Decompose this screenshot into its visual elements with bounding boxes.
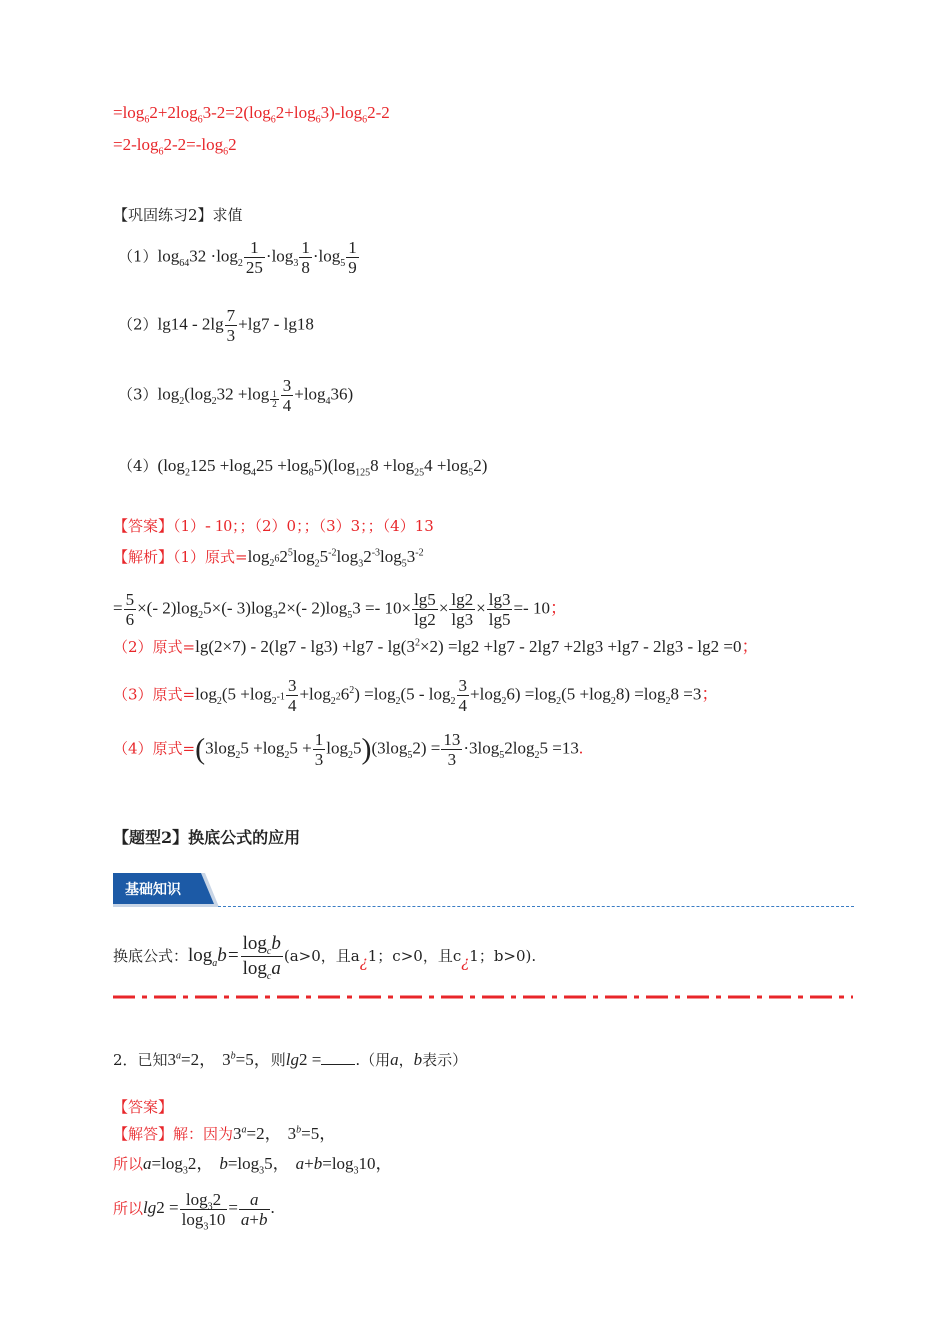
answer2-solution-line-1: 【解答】解：因为$3^a=2$， $3^b=5$， — [113, 1124, 337, 1143]
type2-heading: 【题型2】换底公式的应用 — [113, 828, 301, 847]
answer2-solution-line-2: 所以$a=\log_32$， $b=\log_35$， $a+b=\log_310$， — [113, 1154, 393, 1177]
exercise-item-3: $(3)\log_2(\log_232 +\log$ $\frac{1}{2}$ $\frac{3}{4}$ $+\log_436$) — [118, 376, 354, 415]
analysis-3: （3）原式$=\log_2(5 +\log_{2^{-1}}$ $\frac{3}{4}$ $+\log_{2^2}6^2) =\log_2(5 - \log_2$ $\frac{3}{4}$ $+\log_26) =\log_2(5 +\log_28) =\log_28 =3$； — [113, 676, 719, 715]
change-of-base-formula: 换底公式：$\log_ab=$ $\frac{\log_cb}{\log_ca}$ (a>0，且a¿1；c>0，且c¿1；b>0). — [113, 933, 537, 982]
analysis-4: （4）原式$=(3\log_25 +\log_25$ + $\frac{1}{3}$ $\log_25)(3\log_52)$ = $\frac{13}{3}$ $\cdot 3\log_52\log_25 =13$. — [113, 730, 584, 769]
exercise-item-1: $(1)\log_{64}32 \cdot\log_2$ $\frac{1}{25}$ $\cdot\log_3$ $\frac{1}{8}$ $\cdot\log_5$ $\frac{1}{9}$ — [118, 238, 357, 277]
banner-dashed-divider — [218, 906, 854, 907]
top-solution-line-1: $=\log_62+2\log_63-2=2(\log_62+\log_63)-\log_62-2$ — [113, 103, 390, 126]
top-solution-line-2: $=2-\log_62-2=-\log_62$ — [113, 135, 237, 158]
exercise-item-4: $(4)(\log_2125 +\log_425 +\log_85)(\log_{125}8 +\log_{25}4 +\log_52)$ — [118, 456, 488, 479]
answer-blank[interactable] — [321, 1050, 355, 1065]
analysis-1-line-1: 【解析】（1）原式$=\log_{2^6}2^5\log_25^{-2}\log_32^{-3}\log_53^{-2}$ — [113, 547, 424, 570]
answer-line: 【答案】（1）- 10；；（2）0；；（3）3；；（4）13 — [113, 516, 434, 535]
basic-knowledge-banner — [113, 873, 219, 907]
exercise-heading: 【巩固练习2】求值 — [113, 206, 243, 224]
answer2-label: 【答案】 — [113, 1098, 174, 1116]
analysis-2: （2）原式$=\lg(2\times 7) - 2(\lg 7 - \lg 3) +\lg 7 - \lg(3^2\times 2) =\lg 2 +\lg 7 - 2\lg 7 +2\lg 3 +\lg 7 - 2\lg 3 - \lg 2 =0$； — [113, 637, 759, 656]
exercise-item-2: （2）lg14 - 2lg $\frac{7}{3}$ +lg7 - lg18 — [118, 306, 314, 345]
analysis-1-line-2: = $\frac{5}{6}$ ×(- $2)\log_25\times(-$ $3)\log_32\times(-$ $2)\log_53 =- 10\times$ $\frac{\lg 5}{\lg 2}$ × $\frac{\lg 2}{\lg 3}$ × $\frac{\lg 3}{\lg 5}$ =- 10； — [113, 590, 567, 629]
answer2-solution-line-3: 所以lg2 = $\frac{\log_32}{\log_310}$ = $\frac{a}{a+b}$ . — [113, 1190, 275, 1233]
banner-label: 基础知识 — [125, 882, 181, 898]
red-dashdot-divider — [113, 995, 853, 999]
problem-2: 2．已知$3^a=2$， $3^b=5$，则lg2 = .（用a，b表示） — [113, 1050, 468, 1069]
